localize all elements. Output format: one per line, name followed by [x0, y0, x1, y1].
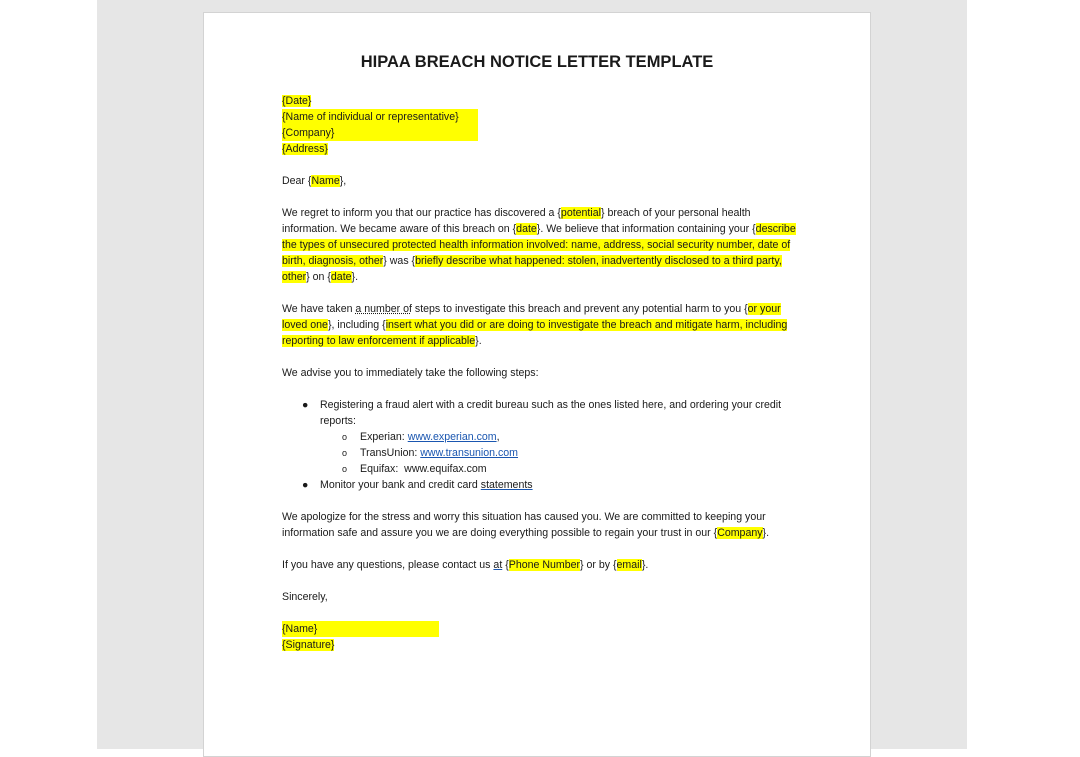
signature-placeholder: {Signature} [282, 639, 335, 651]
placeholder-what-happened: briefly describe what happened: stolen, inadvertently disclosed to a third party, other [282, 255, 782, 283]
name-placeholder: {Name} [282, 621, 439, 637]
bureau-list [320, 429, 802, 477]
step-text: Monitor your bank and credit card [320, 479, 481, 491]
experian-link[interactable]: www.experian.com [407, 431, 497, 443]
text: { [502, 559, 509, 571]
recipient-name-placeholder: {Name of individual or representative} [282, 109, 478, 125]
bureau-label: Equifax: [360, 463, 405, 475]
greeting-text: Dear { [282, 175, 312, 187]
paragraph-steps-taken [282, 301, 802, 349]
greeting [282, 173, 802, 189]
placeholder-company: Company [717, 527, 763, 539]
list-item [282, 477, 802, 493]
text: } on { [306, 271, 331, 283]
text: We regret to inform you that our practice has discovered a { [282, 207, 561, 219]
signature-block [282, 621, 802, 653]
page-title: HIPAA BREACH NOTICE LETTER TEMPLATE [360, 53, 714, 71]
paragraph-apology [282, 509, 802, 541]
text: , [496, 431, 500, 443]
date-placeholder: {Date} [282, 95, 312, 107]
greeting-end: }, [339, 175, 347, 187]
paragraph-discovery [282, 205, 802, 285]
equifax-text: www.equifax.com [404, 463, 487, 475]
placeholder-loved-one: or your loved one [282, 303, 781, 331]
placeholder-email: email [616, 559, 642, 571]
text: } breach of your personal health information. We became aware of this breach on { [282, 207, 751, 235]
text: We have taken [282, 303, 356, 315]
circle-bullet-icon: o [342, 448, 348, 458]
grammar-flag: a number of [355, 303, 412, 315]
list-item [320, 445, 802, 461]
bureau-label: Experian: [360, 431, 408, 443]
text: steps to investigate this breach and prevent any potential harm to you { [411, 303, 748, 315]
list-item [282, 397, 802, 477]
placeholder-phone: Phone Number [508, 559, 581, 571]
circle-bullet-icon: o [342, 464, 348, 474]
text: }. [641, 559, 649, 571]
bullet-icon: ● [302, 479, 309, 491]
step-text: Registering a fraud alert with a credit bureau such as the ones listed here, and ordering your credit reports: [320, 399, 782, 427]
text: If you have any questions, please contact us [282, 559, 494, 571]
closing: Sincerely, [282, 591, 328, 603]
text: }, including { [327, 319, 386, 331]
text: }. [762, 527, 770, 539]
statements-link[interactable]: statements [480, 479, 533, 491]
address-placeholder: {Address} [282, 143, 328, 155]
bullet-icon: ● [302, 399, 309, 411]
text: We apologize for the stress and worry this situation has caused you. We are committed to keeping your information safe and assure you we are doing everything possible to regain your trust in our { [282, 511, 766, 539]
list-item [320, 461, 802, 477]
text: } or by { [580, 559, 617, 571]
document-page [203, 12, 871, 757]
transunion-link[interactable]: www.transunion.com [420, 447, 519, 459]
company-placeholder: {Company} [282, 125, 478, 141]
steps-list [282, 397, 802, 493]
paragraph-advise: We advise you to immediately take the following steps: [282, 367, 539, 379]
placeholder-info-types: describe the types of unsecured protected health information involved: name, address, social security number, date of birth, diagnosis, other [282, 223, 796, 267]
text: }. [475, 335, 482, 347]
greeting-name-placeholder: Name [311, 175, 340, 187]
circle-bullet-icon: o [342, 432, 348, 442]
text: }. [351, 271, 359, 283]
text: }. We believe that information containing your { [536, 223, 756, 235]
bureau-label: TransUnion: [360, 447, 421, 459]
placeholder-date: date [330, 271, 352, 283]
list-item [320, 429, 802, 445]
placeholder-date: date [516, 223, 537, 235]
paragraph-contact [282, 557, 802, 573]
placeholder-potential: potential [560, 207, 601, 219]
address-block [282, 93, 802, 157]
text: } was { [383, 255, 416, 267]
letter-body [282, 51, 802, 653]
placeholder-actions: insert what you did or are doing to investigate the breach and mitigate harm, including reporting to law enforcement if applicable [282, 319, 788, 347]
at-link[interactable]: at [493, 559, 503, 571]
